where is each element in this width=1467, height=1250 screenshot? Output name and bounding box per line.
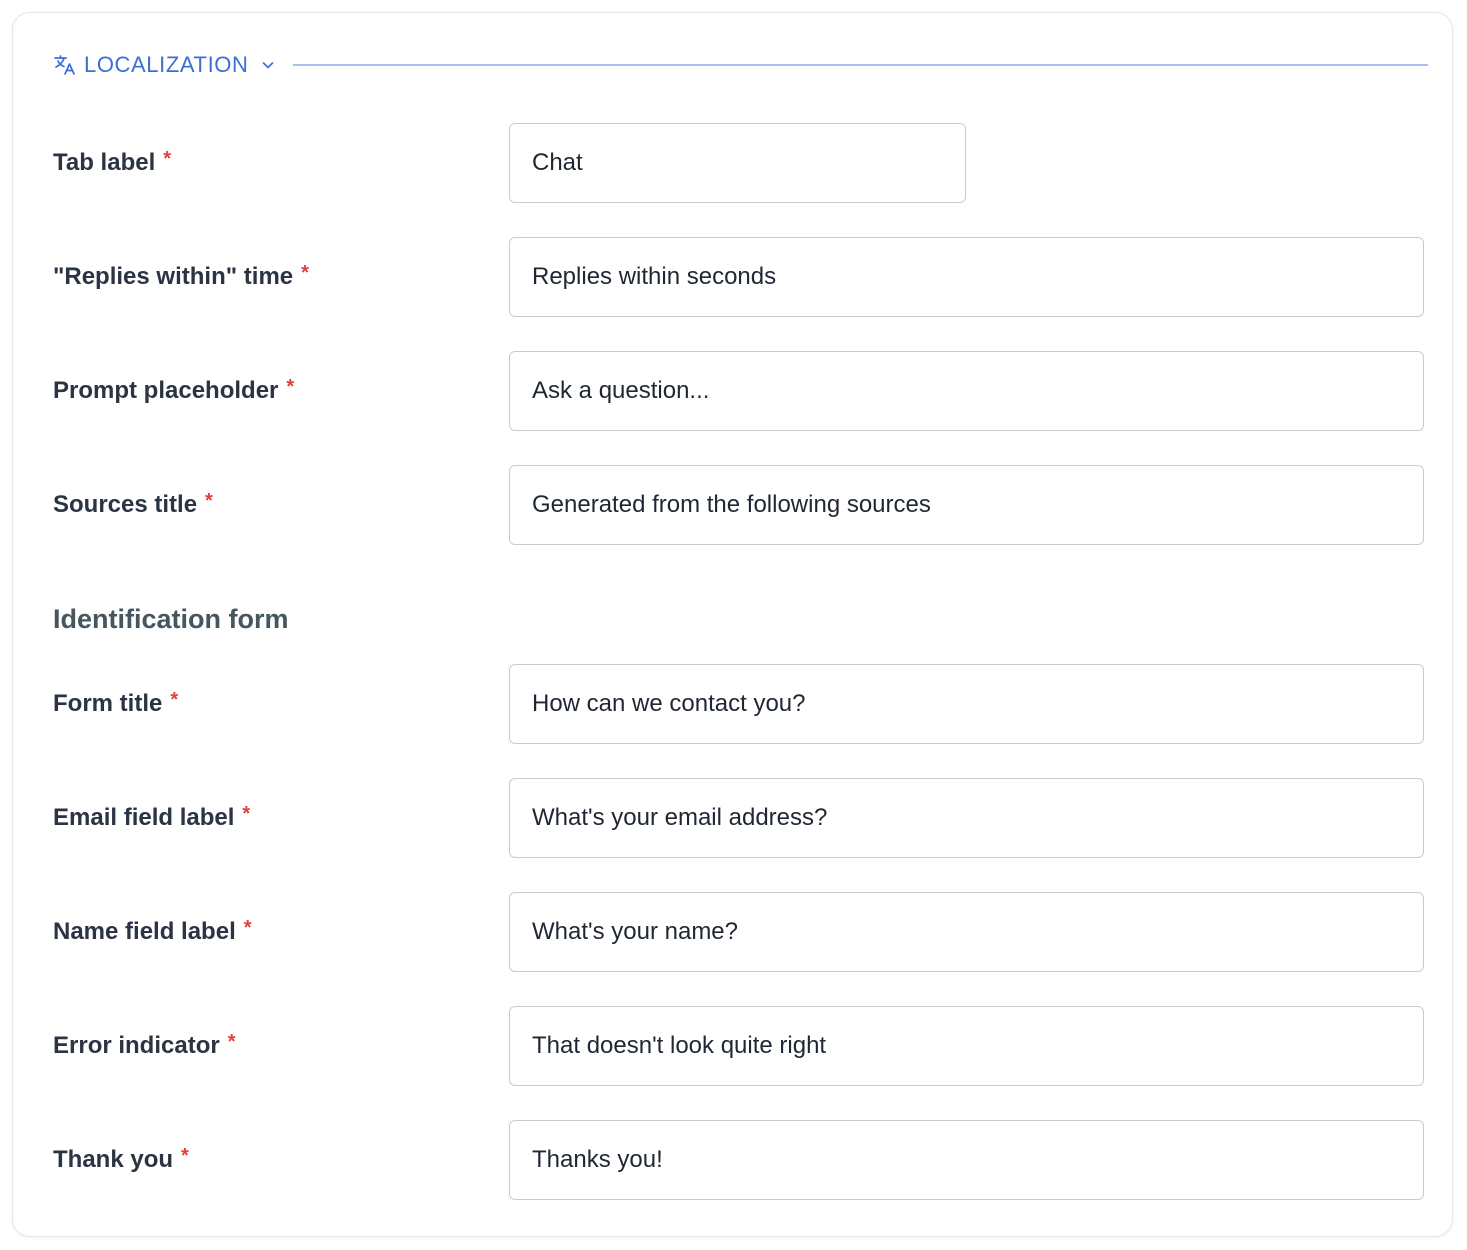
field-value: Replies within seconds (532, 263, 777, 290)
replies-within-time-input[interactable] (509, 237, 1424, 317)
required-asterisk: * (163, 147, 172, 170)
form-title-label (53, 664, 178, 744)
section-title: LOCALIZATION (84, 52, 249, 77)
required-asterisk: * (243, 916, 252, 939)
thank-you-input[interactable] (509, 1120, 1424, 1200)
required-asterisk: * (170, 688, 179, 711)
field-label: Tab label (53, 149, 156, 176)
email-field-label-label (53, 778, 250, 858)
sources-title-label (53, 465, 213, 545)
form-title-input[interactable] (509, 664, 1424, 744)
translate-icon (53, 53, 77, 77)
identification-form-heading: Identification form (53, 604, 289, 634)
field-value: What's your email address? (532, 804, 828, 831)
field-value: Ask a question... (532, 377, 710, 404)
field-value: What's your name? (532, 918, 739, 945)
name-field-label-input[interactable] (509, 892, 1424, 972)
field-label: Sources title (53, 491, 198, 518)
chevron-down-icon (261, 58, 275, 72)
tab-label-label (53, 123, 171, 203)
field-value: Thanks you! (532, 1146, 663, 1173)
localization-card (12, 12, 1453, 1237)
prompt-placeholder-input[interactable] (509, 351, 1424, 431)
prompt-placeholder-label (53, 351, 294, 431)
field-label: Email field label (53, 804, 235, 831)
required-asterisk: * (242, 802, 251, 825)
required-asterisk: * (286, 375, 295, 398)
thank-you-label (53, 1120, 189, 1200)
replies-within-time-label (53, 237, 309, 317)
section-divider (293, 64, 1428, 66)
field-label: Form title (53, 690, 163, 717)
field-value: How can we contact you? (532, 690, 806, 717)
field-label: "Replies within" time (53, 263, 294, 290)
field-label: Error indicator (53, 1032, 220, 1059)
field-value: Generated from the following sources (532, 491, 931, 518)
field-label: Prompt placeholder (53, 377, 279, 404)
error-indicator-input[interactable] (509, 1006, 1424, 1086)
required-asterisk: * (181, 1144, 189, 1167)
localization-section-toggle[interactable] (53, 51, 275, 79)
email-field-label-input[interactable] (509, 778, 1424, 858)
field-value: That doesn't look quite right (532, 1032, 827, 1059)
error-indicator-label (53, 1006, 236, 1086)
field-label: Thank you (53, 1146, 174, 1173)
required-asterisk: * (227, 1030, 236, 1053)
field-label: Name field label (53, 918, 236, 945)
field-value: Chat (532, 149, 583, 176)
tab-label-input[interactable] (509, 123, 966, 203)
name-field-label-label (53, 892, 252, 972)
sources-title-input[interactable] (509, 465, 1424, 545)
required-asterisk: * (301, 261, 309, 284)
required-asterisk: * (205, 489, 213, 512)
